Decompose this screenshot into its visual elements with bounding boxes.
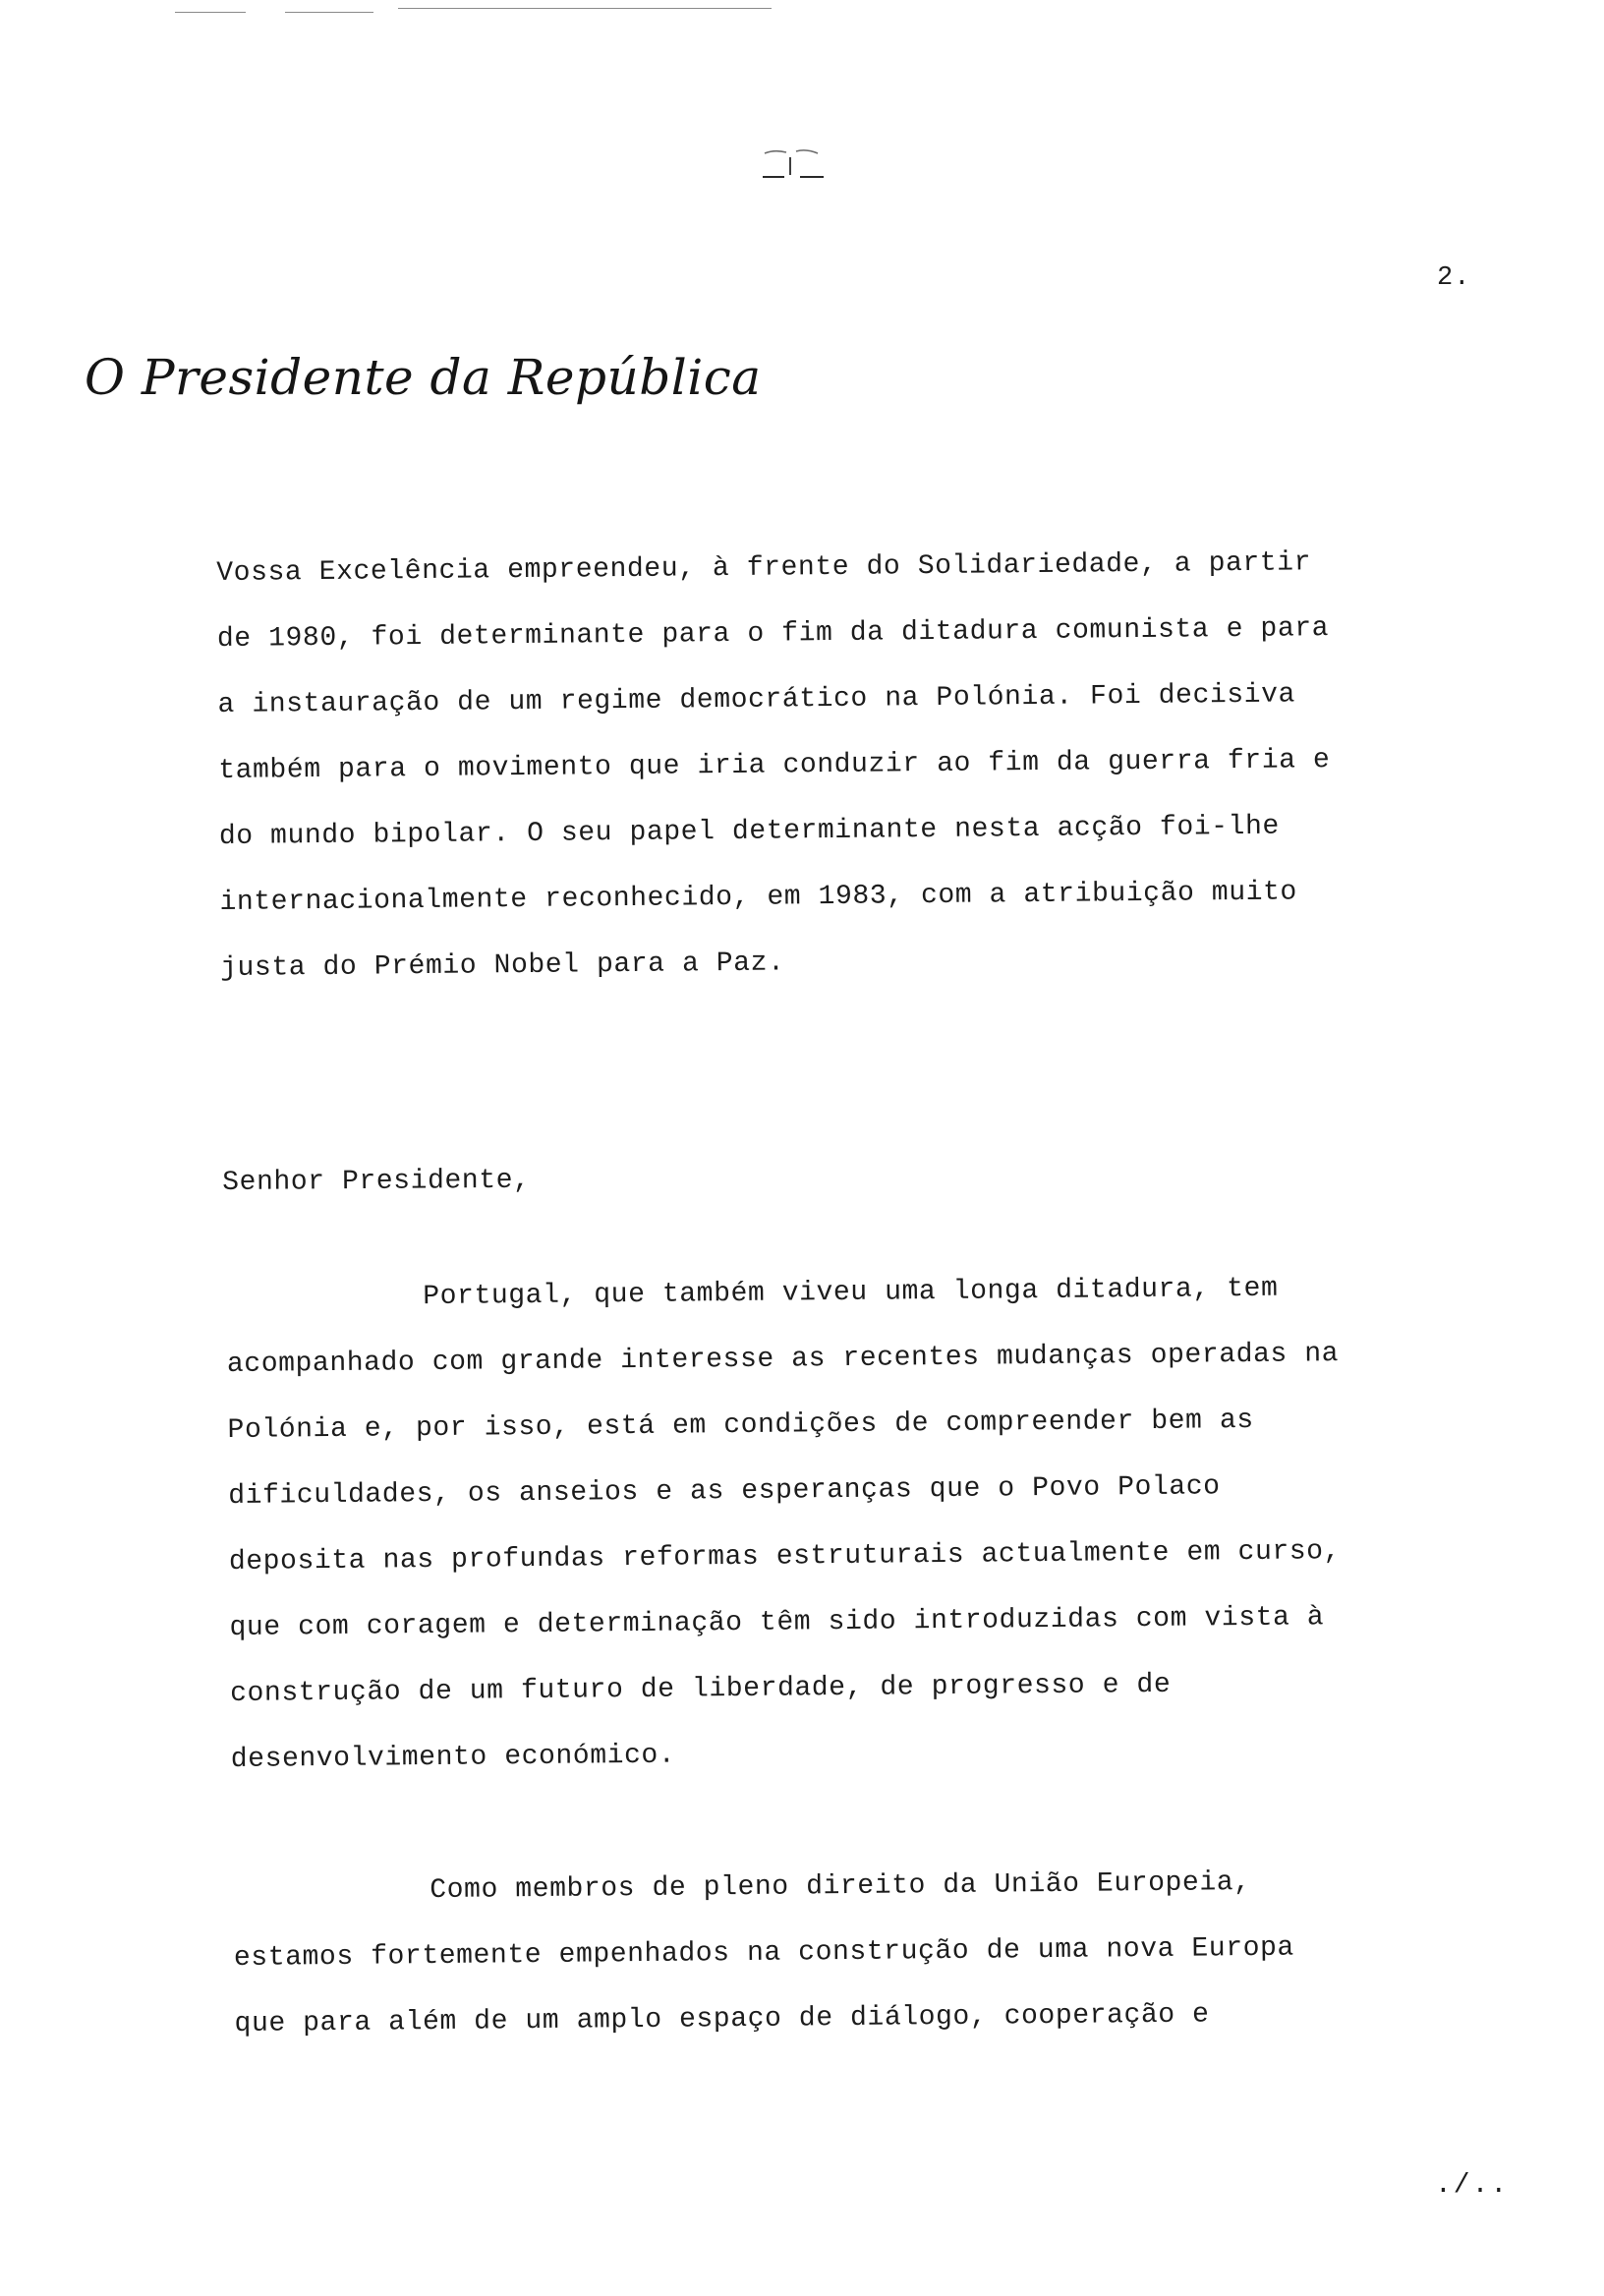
paragraph-line: a instauração de um regime democrático na Polónia. Foi decisiva <box>217 679 1296 720</box>
paragraph-line: também para o movimento que iria conduzir ao fim da guerra fria e <box>218 745 1331 786</box>
body-paragraph-1 <box>216 529 1498 1002</box>
paragraph-line: que com coragem e determinação têm sido introduzidas com vista à <box>229 1602 1325 1643</box>
page-number: 2. <box>1437 263 1471 293</box>
paragraph-line: deposita nas profundas reformas estruturais actualmente em curso, <box>228 1536 1342 1578</box>
paragraph-line: internacionalmente reconhecido, em 1983, com a atribuição muito <box>219 877 1298 918</box>
salutation: Senhor Presidente, <box>222 1165 531 1198</box>
scan-mark-glyph <box>757 147 826 183</box>
paragraph-line: de 1980, foi determinante para o fim da ditadura comunista e para <box>216 613 1330 655</box>
paragraph-line: estamos fortemente empenhados na construção de uma nova Europa <box>233 1932 1295 1974</box>
continuation-mark: ./.. <box>1435 2170 1510 2201</box>
scan-mark-line <box>398 8 772 9</box>
scan-mark-line <box>175 12 246 13</box>
body-paragraph-3 <box>233 1848 1513 2057</box>
paragraph-line: acompanhado com grande interesse as recentes mudanças operadas na <box>226 1339 1340 1380</box>
paragraph-line: construção de um futuro de liberdade, de progresso e de <box>230 1669 1172 1709</box>
paragraph-line: Polónia e, por isso, está em condições de compreender bem as <box>227 1405 1254 1446</box>
paragraph-line: justa do Prémio Nobel para a Paz. <box>220 947 785 984</box>
body-paragraph-2 <box>226 1254 1509 1793</box>
paragraph-line: que para além de um amplo espaço de diálogo, cooperação e <box>234 1999 1210 2039</box>
paragraph-line: Vossa Excelência empreendeu, à frente do Solidariedade, a partir <box>216 547 1312 589</box>
scan-mark-line <box>285 12 373 13</box>
paragraph-line: desenvolvimento económico. <box>230 1740 676 1775</box>
paragraph-line: dificuldades, os anseios e as esperanças que o Povo Polaco <box>228 1471 1221 1512</box>
paragraph-line: Portugal, que também viveu uma longa ditadura, tem <box>423 1273 1279 1313</box>
paragraph-line: do mundo bipolar. O seu papel determinante nesta acção foi-lhe <box>218 811 1280 852</box>
letterhead-title: O Presidente da República <box>85 349 762 406</box>
paragraph-line: Como membros de pleno direito da União Europeia, <box>430 1867 1251 1907</box>
